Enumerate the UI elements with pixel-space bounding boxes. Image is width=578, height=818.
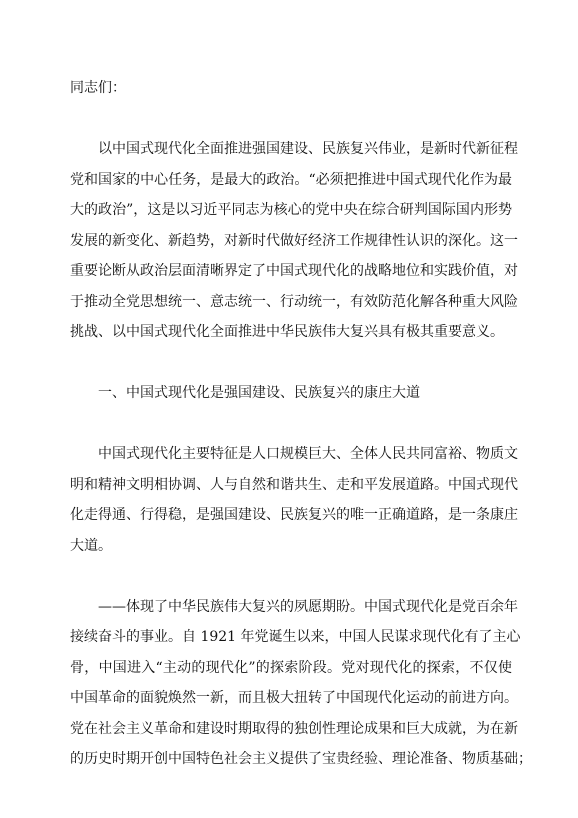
paragraph-line: 党在社会主义革命和建设时期取得的独创性理论成果和巨大成就，为在新 bbox=[70, 720, 518, 737]
paragraph-gap bbox=[70, 348, 512, 379]
salutation: 同志们： bbox=[70, 80, 126, 96]
paragraph-line: 明和精神文明相协调、人与自然和谐共生、走和平发展道路。中国式现代 bbox=[70, 476, 518, 493]
paragraph-line: 大的政治”，这是以习近平同志为核心的党中央在综合研判国际国内形势 bbox=[70, 202, 512, 218]
paragraph-history bbox=[70, 592, 532, 775]
paragraph-line: 接续奋斗的事业。自 1921 年党诞生以来，中国人民谋求现代化有了主心 bbox=[70, 629, 521, 645]
paragraph-intro bbox=[70, 134, 518, 348]
paragraph-line: 的历史时期开创中国特色社会主义提供了宝贵经验、理论准备、物质基础； bbox=[70, 751, 532, 767]
section-heading: 一、中国式现代化是强国建设、民族复兴的康庄大道 bbox=[98, 385, 420, 401]
paragraph-line: 挑战、以中国式现代化全面推进中华民族伟大复兴具有极其重要意义。 bbox=[70, 324, 504, 340]
paragraph-line: 化走得通、行得稳，是强国建设、民族复兴的唯一正确道路，是一条康庄 bbox=[70, 507, 518, 523]
paragraph-line: 大道。 bbox=[70, 537, 112, 554]
paragraph-line: 骨，中国进入“主动的现代化”的探索阶段。党对现代化的探索，不仅使 bbox=[70, 659, 512, 676]
paragraph-line: 党和国家的中心任务，是最大的政治。“必须把推进中国式现代化作为最 bbox=[70, 171, 512, 188]
paragraph-line: ——体现了中华民族伟大复兴的夙愿期盼。中国式现代化是党百余年 bbox=[98, 598, 518, 615]
paragraph-line: 重要论断从政治层面清晰界定了中国式现代化的战略地位和实践价值，对 bbox=[70, 263, 518, 279]
paragraph-line: 发展的新变化、新趋势，对新时代做好经济工作规律性认识的深化。这一 bbox=[70, 232, 518, 249]
paragraph-gap bbox=[70, 104, 512, 135]
paragraph-line: 中国式现代化主要特征是人口规模巨大、全体人民共同富裕、物质文 bbox=[98, 446, 518, 462]
paragraph-line: 以中国式现代化全面推进强国建设、民族复兴伟业，是新时代新征程 bbox=[98, 141, 518, 157]
paragraph-line: 于推动全党思想统一、意志统一、行动统一，有效防范化解各种重大风险 bbox=[70, 293, 518, 310]
paragraph-line: 中国革命的面貌焕然一新，而且极大扭转了中国现代化运动的前进方向。 bbox=[70, 690, 518, 706]
paragraph-gap bbox=[70, 409, 512, 440]
document-page bbox=[70, 73, 532, 775]
paragraph-gap bbox=[70, 561, 512, 592]
paragraph-features bbox=[70, 439, 518, 561]
